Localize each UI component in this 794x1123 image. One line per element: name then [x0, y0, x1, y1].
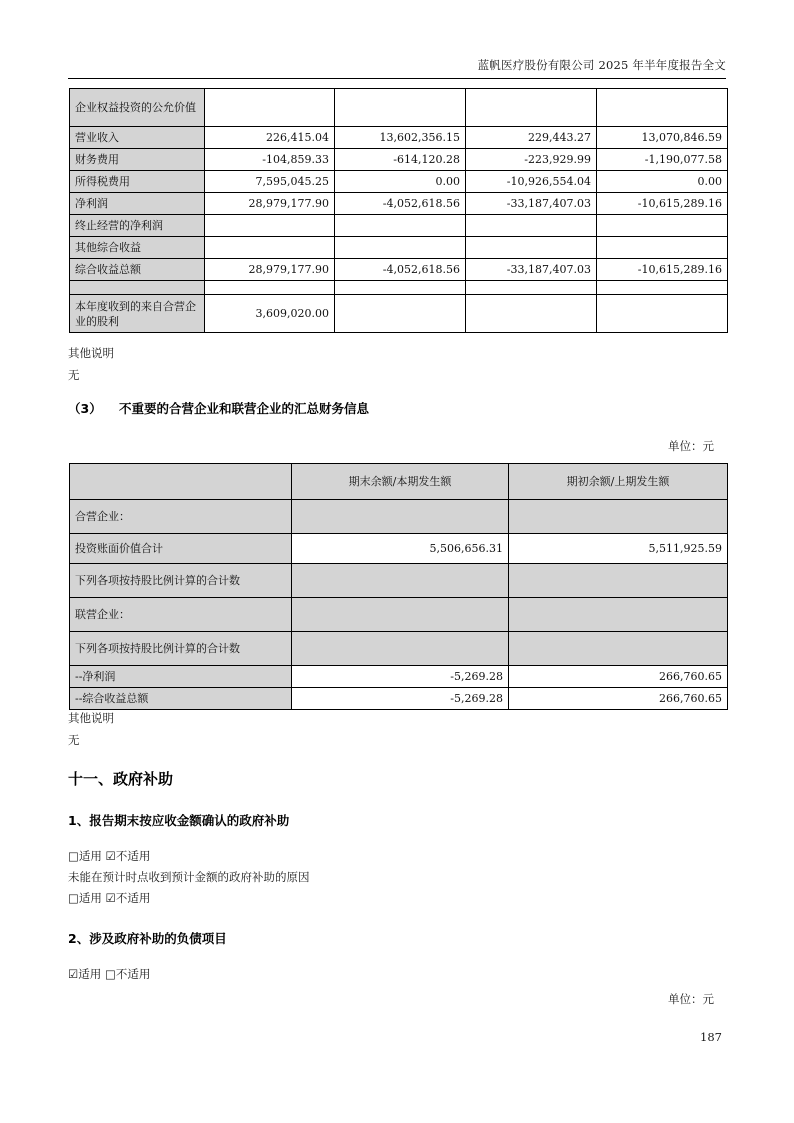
row-value: 266,760.65 — [509, 688, 728, 710]
row-label: 联营企业： — [70, 598, 292, 632]
row-value — [597, 295, 728, 333]
row-value: -223,929.99 — [466, 149, 597, 171]
row-value — [509, 632, 728, 666]
row-value — [335, 281, 466, 295]
section-3-number: （3） — [68, 401, 102, 416]
row-value: 13,070,846.59 — [597, 127, 728, 149]
column-header — [70, 464, 292, 500]
row-value — [335, 237, 466, 259]
applicability-line-2: □适用 ☑不适用 — [68, 891, 151, 905]
row-label: 下列各项按持股比例计算的合计数 — [70, 564, 292, 598]
row-value — [597, 237, 728, 259]
row-label: 合营企业： — [70, 500, 292, 534]
table-row — [70, 295, 728, 333]
applicability-line-3: ☑适用 □不适用 — [68, 967, 151, 981]
row-value: 5,511,925.59 — [509, 534, 728, 564]
table-row — [70, 193, 728, 215]
row-value: 28,979,177.90 — [205, 193, 335, 215]
table-row — [70, 598, 728, 632]
section-11-sub-1-title: 1、报告期末按应收金额确认的政府补助 — [68, 813, 290, 828]
row-value: -104,859.33 — [205, 149, 335, 171]
column-header: 期初余额/上期发生额 — [509, 464, 728, 500]
row-value: -4,052,618.56 — [335, 259, 466, 281]
row-label: 本年度收到的来自合营企业的股利 — [70, 295, 205, 333]
row-value: -5,269.28 — [292, 688, 509, 710]
row-label: 企业权益投资的公允价值 — [70, 89, 205, 127]
column-header: 期末余额/本期发生额 — [292, 464, 509, 500]
table-row — [70, 688, 728, 710]
row-value: -1,190,077.58 — [597, 149, 728, 171]
section-11-sub-2-title: 2、涉及政府补助的负债项目 — [68, 931, 227, 946]
row-label: --综合收益总额 — [70, 688, 292, 710]
page-number: 187 — [700, 1030, 722, 1044]
row-value — [205, 281, 335, 295]
table-row — [70, 149, 728, 171]
other-description-value-2: 无 — [68, 733, 80, 747]
row-value — [205, 237, 335, 259]
table-row-spacer — [70, 281, 728, 295]
row-label: 综合收益总额 — [70, 259, 205, 281]
row-value: 0.00 — [335, 171, 466, 193]
row-value — [292, 500, 509, 534]
row-value: -614,120.28 — [335, 149, 466, 171]
row-label: 所得税费用 — [70, 171, 205, 193]
row-value: -10,926,554.04 — [466, 171, 597, 193]
row-value: -4,052,618.56 — [335, 193, 466, 215]
table-header-row — [70, 464, 728, 500]
other-description-label-1: 其他说明 — [68, 346, 114, 360]
row-value — [466, 89, 597, 127]
row-value — [466, 295, 597, 333]
row-value: 226,415.04 — [205, 127, 335, 149]
row-value — [205, 89, 335, 127]
row-value — [335, 295, 466, 333]
joint-ventures-financial-table — [69, 88, 728, 333]
table-row — [70, 237, 728, 259]
section-11-title: 十一、政府补助 — [68, 770, 174, 788]
row-value: 7,595,045.25 — [205, 171, 335, 193]
row-value — [292, 564, 509, 598]
unit-label-table-2: 单位：元 — [668, 439, 714, 453]
row-value — [205, 215, 335, 237]
row-value: -10,615,289.16 — [597, 259, 728, 281]
row-label: 终止经营的净利润 — [70, 215, 205, 237]
row-label: 其他综合收益 — [70, 237, 205, 259]
immaterial-summary-table — [69, 463, 728, 710]
row-value: 28,979,177.90 — [205, 259, 335, 281]
row-value: -10,615,289.16 — [597, 193, 728, 215]
row-label: 投资账面价值合计 — [70, 534, 292, 564]
row-value — [292, 632, 509, 666]
row-value: -33,187,407.03 — [466, 259, 597, 281]
reason-label-1: 未能在预计时点收到预计金额的政府补助的原因 — [68, 870, 310, 884]
row-label: --净利润 — [70, 666, 292, 688]
running-header-title: 蓝帆医疗股份有限公司 2025 年半年度报告全文 — [477, 58, 726, 72]
row-value — [335, 215, 466, 237]
table-row — [70, 215, 728, 237]
header-divider-rule — [68, 78, 726, 79]
row-value — [597, 281, 728, 295]
table-row — [70, 89, 728, 127]
row-value — [597, 89, 728, 127]
row-value — [466, 281, 597, 295]
unit-label-section-11-sub-2: 单位：元 — [668, 992, 714, 1006]
row-value — [292, 598, 509, 632]
row-value: 266,760.65 — [509, 666, 728, 688]
row-value: -33,187,407.03 — [466, 193, 597, 215]
applicability-line-1: □适用 ☑不适用 — [68, 849, 151, 863]
row-label: 营业收入 — [70, 127, 205, 149]
table-row — [70, 500, 728, 534]
row-value: 13,602,356.15 — [335, 127, 466, 149]
row-label: 下列各项按持股比例计算的合计数 — [70, 632, 292, 666]
table-row — [70, 534, 728, 564]
table-row — [70, 632, 728, 666]
row-value — [509, 564, 728, 598]
table-row — [70, 127, 728, 149]
row-value — [335, 89, 466, 127]
row-value: 5,506,656.31 — [292, 534, 509, 564]
row-label: 财务费用 — [70, 149, 205, 171]
table-row — [70, 259, 728, 281]
row-value: 229,443.27 — [466, 127, 597, 149]
row-value — [597, 215, 728, 237]
section-3-title: 不重要的合营企业和联营企业的汇总财务信息 — [119, 401, 370, 416]
other-description-value-1: 无 — [68, 368, 80, 382]
row-value — [466, 215, 597, 237]
row-value — [509, 500, 728, 534]
row-value — [509, 598, 728, 632]
row-value: 0.00 — [597, 171, 728, 193]
table-row — [70, 171, 728, 193]
table-row — [70, 564, 728, 598]
row-label: 净利润 — [70, 193, 205, 215]
row-value: 3,609,020.00 — [205, 295, 335, 333]
other-description-label-2: 其他说明 — [68, 711, 114, 725]
table-row — [70, 666, 728, 688]
row-label — [70, 281, 205, 295]
row-value — [466, 237, 597, 259]
row-value: -5,269.28 — [292, 666, 509, 688]
